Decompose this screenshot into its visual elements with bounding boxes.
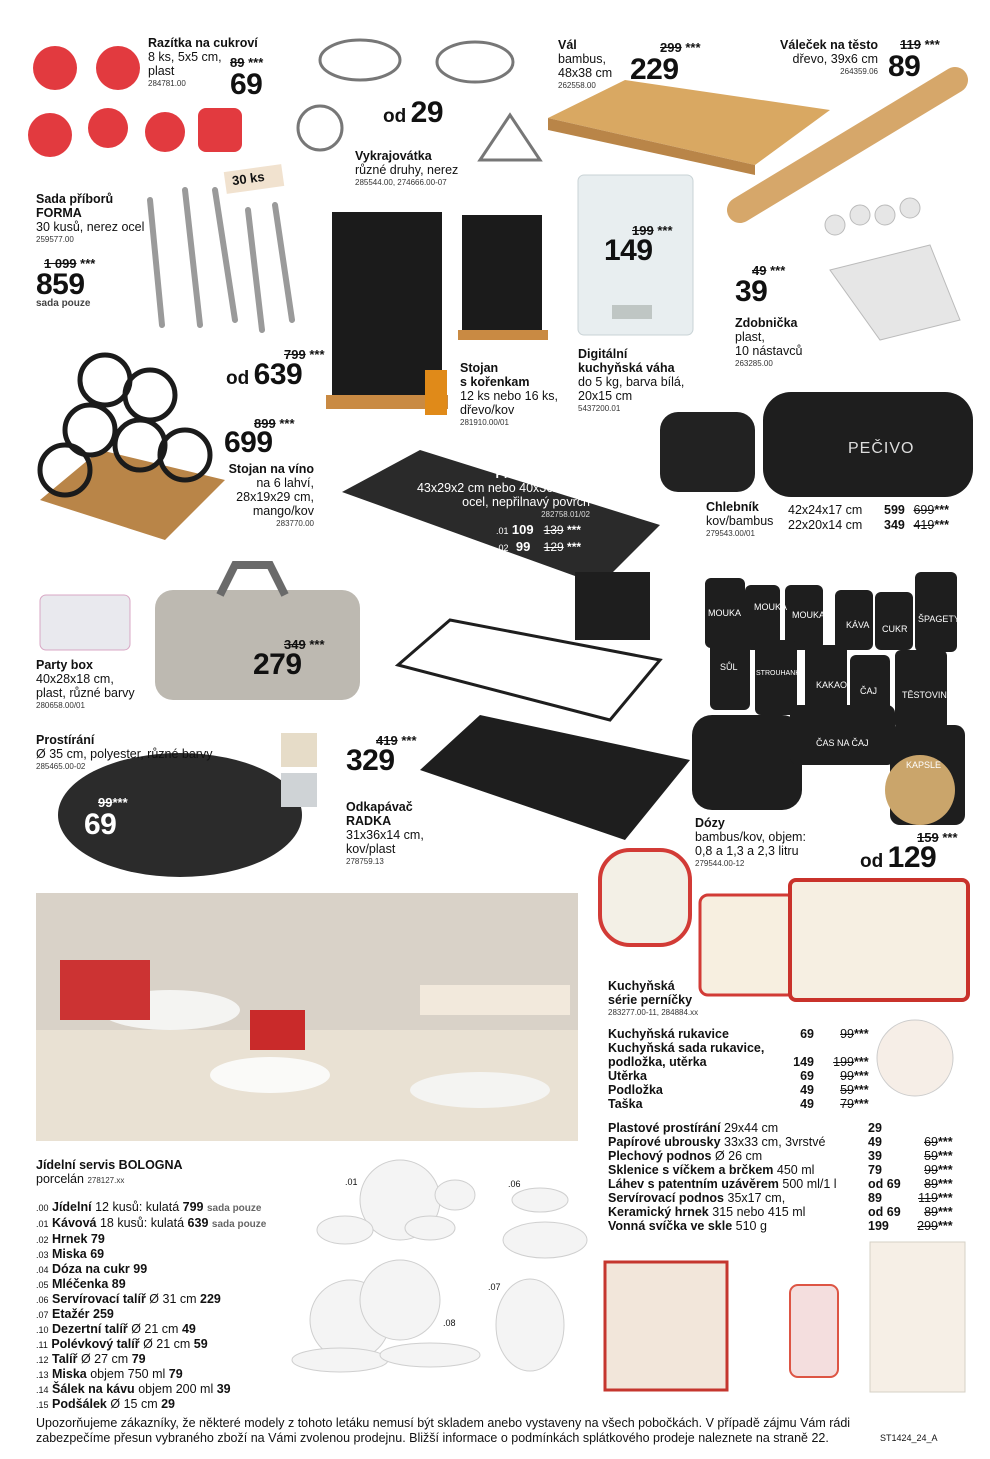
price: 149 xyxy=(604,234,653,267)
product-code: 5437200.01 xyxy=(578,404,621,413)
product-desc: plast, xyxy=(735,330,765,344)
dining-photo-image xyxy=(36,893,578,1141)
price: 329 xyxy=(346,744,395,777)
list-item: .02 Hrnek 79 xyxy=(36,1232,105,1246)
product-zdobnicka xyxy=(735,316,802,369)
list-item: Utěrka 69 99 *** xyxy=(608,1069,869,1083)
product-partybox xyxy=(36,658,135,711)
product-name: Chlebník xyxy=(706,500,759,514)
list-item: .14 Šálek na kávu objem 200 ml 39 xyxy=(36,1382,231,1396)
product-name: Váleček na těsto xyxy=(780,38,878,52)
page-code: ST1424_24_A xyxy=(880,1433,938,1443)
product-code: 283277.00-11, 284884.xx xyxy=(608,1008,699,1017)
footer-line: zabezpečíme přesun vybraného zboží na Vámi zvolenou prodejnu. Bližší informace o podmínkách splátkového prodeje naleznete na straně 22. xyxy=(36,1431,829,1445)
canister-label: CUKR xyxy=(882,624,908,634)
canister-label: KÁVA xyxy=(846,620,870,630)
old-price: 1 099 *** xyxy=(44,256,96,271)
product-plech xyxy=(400,467,590,520)
price: 69 xyxy=(84,808,117,841)
product-desc: ocel, nepřilnavý povrch xyxy=(462,495,590,509)
product-code: 282758.01/02 xyxy=(541,510,590,519)
product-name: s kořenkam xyxy=(460,375,530,389)
list-item: .07 Etažér 259 xyxy=(36,1307,114,1321)
product-code: 284781.00 xyxy=(148,79,186,88)
old-price: 119 *** xyxy=(900,37,940,52)
product-desc: 0,8 a 1,3 a 2,3 litru xyxy=(695,844,799,858)
chlebnik-label: PEČIVO xyxy=(848,440,915,457)
old-price: 349 *** xyxy=(284,637,325,652)
list-item: Taška 49 79 *** xyxy=(608,1097,869,1111)
product-vykrajovatka xyxy=(355,149,458,188)
wine-rack-image xyxy=(40,355,225,540)
canister-label: ČAS NA ČAJ xyxy=(816,738,869,748)
product-desc: mango/kov xyxy=(252,504,314,518)
pernicky-list xyxy=(608,1027,869,1111)
product-desc: 40x28x18 cm, xyxy=(36,672,114,686)
product-name: FORMA xyxy=(36,206,82,220)
image-label: .01 xyxy=(345,1177,358,1187)
product-desc: 20x15 cm xyxy=(578,389,633,403)
price-dozy: od 129 xyxy=(860,841,937,874)
list-item: Papírové ubrousky 33x33 cm, 3vrstvé 49 69 *** xyxy=(608,1135,953,1149)
old-price: 419 *** xyxy=(376,733,417,748)
list-item: Podložka 49 59 *** xyxy=(608,1083,869,1097)
product-stojan-vino xyxy=(214,462,314,529)
list-item: Keramický hrnek 315 nebo 415 ml od 69 89 *** xyxy=(608,1205,953,1219)
product-desc: plast xyxy=(148,64,175,78)
product-desc: dřevo, 39x6 cm xyxy=(792,52,878,66)
bologna-list xyxy=(36,1200,266,1412)
product-desc: různé druhy, nerez xyxy=(355,163,459,177)
canister-label: MOUKA xyxy=(792,610,826,620)
product-name: Stojan xyxy=(460,361,499,375)
list-item: Kuchyňská sada rukavice, xyxy=(608,1041,765,1055)
product-name: série perníčky xyxy=(608,993,693,1007)
list-item: Plechový podnos Ø 26 cm 39 59 *** xyxy=(608,1149,953,1163)
product-name: Sada příborů xyxy=(36,192,114,206)
product-valecek xyxy=(760,38,878,77)
variant-row: 22x20x14 cm 349 419*** xyxy=(788,518,949,532)
price: 89 xyxy=(888,50,921,83)
product-odkapavac xyxy=(346,800,424,867)
product-code: 281910.00/01 xyxy=(460,418,509,427)
bread-box-image xyxy=(660,392,973,497)
product-name: kuchyňská váha xyxy=(578,361,675,375)
canister-label: ŠPAGETY xyxy=(918,614,960,624)
product-stojan-korenky xyxy=(460,361,558,428)
product-bologna xyxy=(36,1158,183,1186)
image-label: .06 xyxy=(508,1179,521,1189)
product-desc: 12 ks nebo 16 ks, xyxy=(460,389,558,403)
product-code: 259577.00 xyxy=(36,235,74,244)
canister-label: ČAJ xyxy=(860,686,878,696)
product-name: Stojan na víno xyxy=(228,462,314,476)
product-name: Jídelní servis BOLOGNA xyxy=(36,1158,183,1172)
list-item: .01 Kávová 18 kusů: kulatá 639 sada pouze xyxy=(36,1216,267,1230)
list-item: .10 Dezertní talíř Ø 21 cm 49 xyxy=(36,1322,196,1336)
canister-label: KAKAO xyxy=(816,680,848,690)
canisters-image xyxy=(692,572,965,825)
variant-row: .02 99 129 *** xyxy=(496,539,582,554)
product-desc: 30 kusů, nerez ocel xyxy=(36,220,145,234)
price: 39 xyxy=(735,275,768,308)
product-desc: plast, různé barvy xyxy=(36,686,135,700)
product-desc: 43x29x2 cm nebo 40x36x2 cm, xyxy=(416,481,590,495)
product-desc: 28x19x29 cm, xyxy=(236,490,314,504)
list-item: Sklenice s víčkem a brčkem 450 ml 79 99 *** xyxy=(608,1163,953,1177)
product-name: Vál xyxy=(558,38,577,52)
list-item: podložka, utěrka 149 199 *** xyxy=(608,1055,869,1069)
price: 279 xyxy=(253,648,302,681)
image-label: .08 xyxy=(443,1318,456,1328)
canister-label: STROUHANKA xyxy=(756,670,805,677)
list-item: .11 Polévkový talíř Ø 21 cm 59 xyxy=(36,1337,208,1351)
product-name: Zdobnička xyxy=(735,316,798,330)
product-desc: do 5 kg, barva bílá, xyxy=(578,375,685,389)
old-price: 159 *** xyxy=(917,830,958,845)
price-stojan-korenky: od 639 xyxy=(226,358,303,391)
product-desc: bambus/kov, objem: xyxy=(695,830,806,844)
product-code: 263285.00 xyxy=(735,359,773,368)
price-unit: sada pouze xyxy=(36,298,91,309)
cutlery-badge-text: 30 ks xyxy=(231,168,266,189)
canister-label: SŮL xyxy=(720,662,738,672)
list-item: Kuchyňská rukavice 69 99 *** xyxy=(608,1027,869,1041)
product-name: Kuchyňská xyxy=(608,979,675,993)
product-desc: na 6 lahví, xyxy=(256,476,314,490)
product-desc: 10 nástavců xyxy=(735,344,803,358)
dish-rack-image xyxy=(398,572,690,840)
product-code: 279544.00-12 xyxy=(695,859,745,868)
product-code: 285465.00-02 xyxy=(36,762,86,771)
footer-disclaimer xyxy=(36,1416,956,1446)
bologna-dishes-image xyxy=(292,1160,587,1372)
product-code: 285544.00, 274666.00-07 xyxy=(355,178,447,187)
canister-label: MOUKA xyxy=(754,602,788,612)
old-price: 899 *** xyxy=(254,416,295,431)
chlebnik-variants xyxy=(788,503,949,533)
product-code: 278127.xx xyxy=(87,1176,125,1185)
product-pernicky xyxy=(608,979,698,1018)
piping-set-image xyxy=(825,198,960,340)
product-code: 280658.00/01 xyxy=(36,701,85,710)
product-desc: bambus, xyxy=(558,52,606,66)
product-vaha xyxy=(578,347,684,414)
list-item: .15 Podšálek Ø 15 cm 29 xyxy=(36,1397,176,1411)
canister-label: KAPSLE xyxy=(906,760,942,770)
product-chlebnik xyxy=(706,500,773,539)
gingerbread-bag-image xyxy=(605,1262,727,1390)
list-item: Servírovací podnos 35x17 cm, 89 119 *** xyxy=(608,1191,953,1205)
product-code: 262558.00 xyxy=(558,81,596,90)
old-price: 199 *** xyxy=(632,223,673,238)
product-name: Party box xyxy=(36,658,93,672)
product-code: 264359.06 xyxy=(840,67,878,76)
product-dozy xyxy=(695,816,806,869)
list-item: .06 Servírovací talíř Ø 31 cm 229 xyxy=(36,1292,221,1306)
product-code: 279543.00/01 xyxy=(706,529,755,538)
list-item: .12 Talíř Ø 27 cm 79 xyxy=(36,1352,146,1366)
price: 699 xyxy=(224,426,273,459)
old-price: 89 *** xyxy=(230,55,264,70)
product-name: Razítka na cukroví xyxy=(148,36,258,50)
product-prostirani xyxy=(36,733,212,772)
list-item: .13 Miska objem 750 ml 79 xyxy=(36,1367,183,1381)
product-code: 283770.00 xyxy=(276,519,314,528)
product-name: Odkapávač xyxy=(346,800,413,814)
list-item: .05 Mléčenka 89 xyxy=(36,1277,126,1291)
list-item: .03 Miska 69 xyxy=(36,1247,105,1261)
product-desc: 8 ks, 5x5 cm, xyxy=(148,50,222,64)
list-item: .00 Jídelní 12 kusů: kulatá 799 sada pouze xyxy=(36,1200,262,1214)
product-name: Vykrajovátka xyxy=(355,149,432,163)
product-desc: porcelán xyxy=(36,1172,84,1186)
product-code: 278759.13 xyxy=(346,857,384,866)
product-desc: dřevo/kov xyxy=(460,403,515,417)
product-desc: kov/plast xyxy=(346,842,396,856)
product-desc: 48x38 cm xyxy=(558,66,613,80)
tea-towel-image xyxy=(870,1242,965,1392)
product-name: Digitální xyxy=(578,347,628,361)
footer-line: Upozorňujeme zákazníky, že některé modely z tohoto letáku nemusí být skladem anebo vystaveny na všech pobočkách. V případě zájmu Vám rádi xyxy=(36,1416,851,1430)
product-name: Plech na pečení xyxy=(495,467,590,481)
variant-row: .01 109 139 *** xyxy=(496,522,581,537)
jar-image xyxy=(790,1285,838,1377)
product-desc: kov/bambus xyxy=(706,514,774,528)
cutlery-image xyxy=(150,190,292,330)
plech-variants xyxy=(496,522,581,556)
product-name: Dózy xyxy=(695,816,725,830)
price: 859 xyxy=(36,268,85,301)
list-item: Plastové prostírání 29x44 cm 29 xyxy=(608,1121,882,1135)
product-desc: 31x36x14 cm, xyxy=(346,828,424,842)
product-name: RADKA xyxy=(346,814,392,828)
old-price: 49 *** xyxy=(752,263,786,278)
mix-list xyxy=(608,1121,953,1233)
canister-label: TĚSTOVINY xyxy=(902,690,953,700)
product-name: Prostírání xyxy=(36,733,95,747)
old-price: 99*** xyxy=(98,795,128,810)
variant-row: 42x24x17 cm 599 699*** xyxy=(788,503,949,517)
product-pribory xyxy=(36,192,144,245)
list-item: .04 Dóza na cukr 99 xyxy=(36,1262,148,1276)
canister-label: MOUKA xyxy=(708,608,742,618)
price-vykrajovatka: od 29 xyxy=(383,96,444,129)
old-price: 799 *** xyxy=(284,347,325,362)
price: 69 xyxy=(230,68,263,101)
product-val xyxy=(558,38,612,91)
product-desc: Ø 35 cm, polyester, různé barvy xyxy=(36,747,213,761)
image-label: .07 xyxy=(488,1282,501,1292)
old-price: 299 *** xyxy=(660,40,701,55)
price: 229 xyxy=(630,53,679,86)
list-item: Láhev s patentním uzávěrem 500 ml/1 l od 69 89 *** xyxy=(608,1177,953,1191)
list-item: Vonná svíčka ve skle 510 g 199 299 *** xyxy=(608,1219,953,1233)
